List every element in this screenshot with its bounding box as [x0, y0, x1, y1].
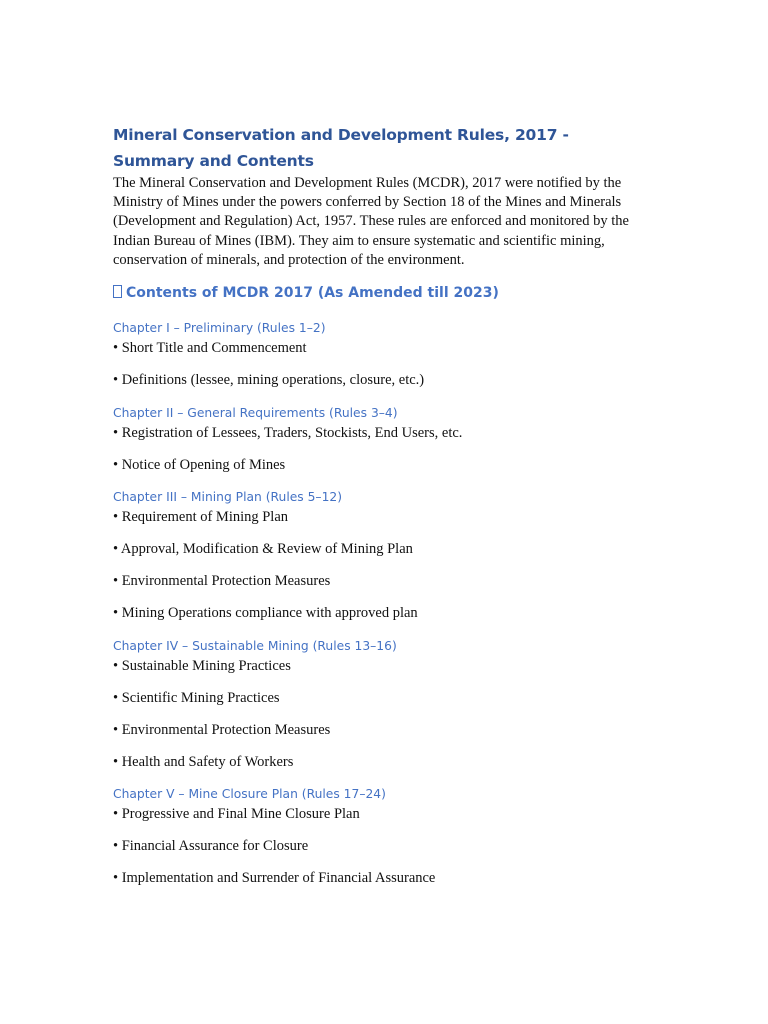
- contents-heading-text: Contents of MCDR 2017 (As Amended till 2023): [126, 285, 499, 301]
- chapter-heading-4: Chapter IV – Sustainable Mining (Rules 13–16): [113, 639, 397, 653]
- document-title: Mineral Conservation and Development Rules, 2017 - Summary and Contents: [113, 126, 569, 170]
- intro-paragraph: The Mineral Conservation and Development Rules (MCDR), 2017 were notified by the Ministry of Mines under the powers conferred by Section 18 of the Mines and Minerals (Development and Regulation) Act, 1957. These rules are enforced and monitored by the Indian Bureau of Mines (IBM). They aim to ensure systematic and scientific mining, conservation of minerals, and protection of the environment.: [113, 175, 629, 268]
- list-item: • Definitions (lessee, mining operations, closure, etc.): [113, 372, 425, 388]
- list-item: • Notice of Opening of Mines: [113, 457, 286, 473]
- list-item: • Requirement of Mining Plan: [113, 509, 289, 525]
- chapter-heading-1: Chapter I – Preliminary (Rules 1–2): [113, 321, 326, 335]
- list-item: • Sustainable Mining Practices: [113, 658, 291, 674]
- list-item: • Environmental Protection Measures: [113, 573, 331, 589]
- chapter-heading-2: Chapter II – General Requirements (Rules 3–4): [113, 406, 398, 420]
- list-item: • Short Title and Commencement: [113, 340, 307, 356]
- list-item: • Registration of Lessees, Traders, Stockists, End Users, etc.: [113, 425, 463, 441]
- list-item: • Mining Operations compliance with approved plan: [113, 605, 418, 621]
- contents-heading: [113, 283, 499, 303]
- list-item: • Environmental Protection Measures: [113, 722, 331, 738]
- missing-glyph-icon: [113, 285, 122, 298]
- list-item: • Approval, Modification & Review of Mining Plan: [113, 541, 413, 557]
- chapter-heading-3: Chapter III – Mining Plan (Rules 5–12): [113, 490, 343, 504]
- list-item: • Financial Assurance for Closure: [113, 838, 309, 854]
- list-item: • Progressive and Final Mine Closure Plan: [113, 806, 360, 822]
- list-item: • Health and Safety of Workers: [113, 754, 294, 770]
- chapter-heading-5: Chapter V – Mine Closure Plan (Rules 17–24): [113, 787, 386, 801]
- list-item: • Scientific Mining Practices: [113, 690, 280, 706]
- list-item: • Implementation and Surrender of Financial Assurance: [113, 870, 436, 886]
